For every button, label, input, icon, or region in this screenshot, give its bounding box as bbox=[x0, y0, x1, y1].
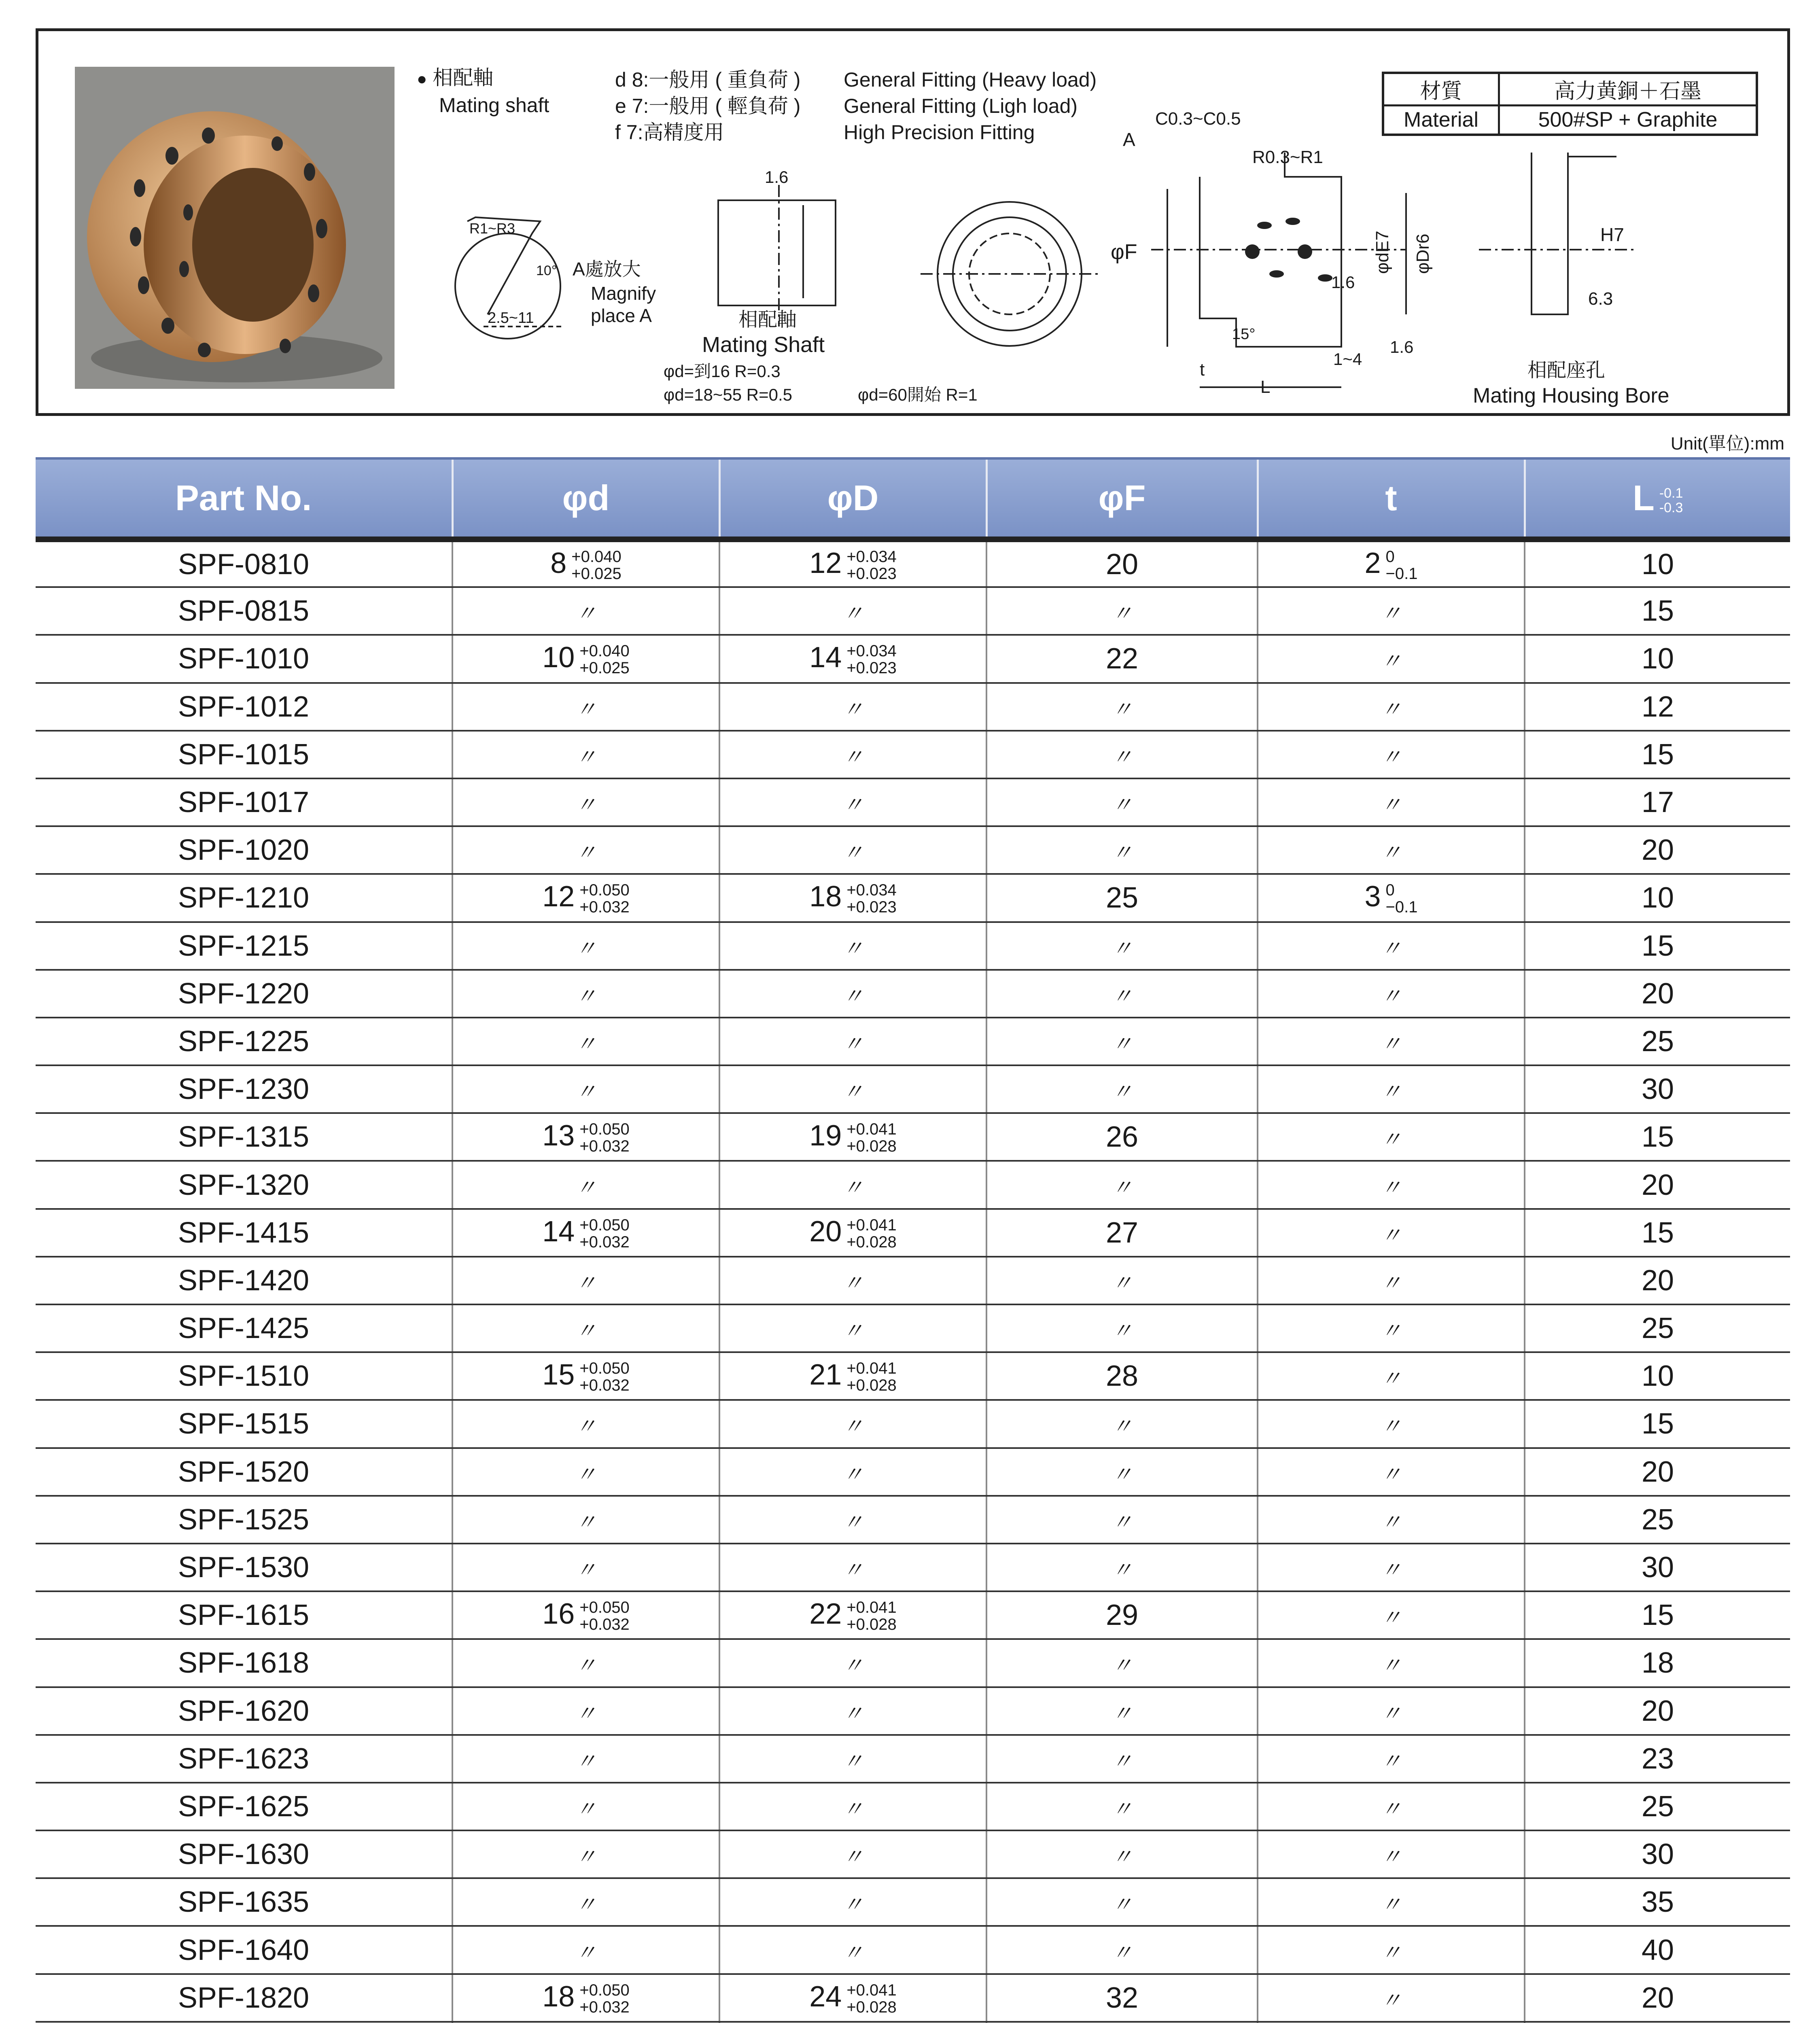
table-cell-t: 〃 bbox=[1258, 1448, 1525, 1496]
table-cell-L: 15 bbox=[1525, 1591, 1790, 1639]
table-cell-t: 2 0 −0.1 bbox=[1258, 539, 1525, 587]
table-cell-part: SPF-1630 bbox=[36, 1830, 452, 1878]
table-cell-F: 〃 bbox=[986, 922, 1258, 970]
table-cell-D: 21 +0.041 +0.028 bbox=[719, 1352, 986, 1400]
table-cell-d: 〃 bbox=[452, 1496, 719, 1544]
table-cell-d: 〃 bbox=[452, 826, 719, 874]
radius-note: φd=到16 R=0.3 bbox=[664, 362, 781, 381]
table-cell-part: SPF-1230 bbox=[36, 1065, 452, 1113]
table-cell-D: 〃 bbox=[719, 1257, 986, 1304]
table-cell-part: SPF-1820 bbox=[36, 1974, 452, 2022]
table-cell-t: 〃 bbox=[1258, 1304, 1525, 1352]
table-cell-t: 〃 bbox=[1258, 826, 1525, 874]
table-cell-d: 〃 bbox=[452, 1257, 719, 1304]
header-t: t bbox=[1258, 458, 1525, 539]
table-header-row bbox=[36, 458, 1790, 539]
table-cell-L: 20 bbox=[1525, 1448, 1790, 1496]
table-row bbox=[36, 1591, 1790, 1639]
table-cell-L: 20 bbox=[1525, 826, 1790, 874]
material-value-en: 500#SP + Graphite bbox=[1499, 106, 1757, 135]
table-row bbox=[36, 1544, 1790, 1591]
table-cell-part: SPF-1520 bbox=[36, 1448, 452, 1496]
table-cell-D: 18 +0.034 +0.023 bbox=[719, 874, 986, 922]
table-cell-d: 〃 bbox=[452, 1161, 719, 1209]
header-phi-D: φD bbox=[719, 458, 986, 539]
table-cell-d: 12 +0.050 +0.032 bbox=[452, 874, 719, 922]
table-cell-F: 〃 bbox=[986, 1496, 1258, 1544]
table-row bbox=[36, 1161, 1790, 1209]
table-row bbox=[36, 1878, 1790, 1926]
table-cell-D: 〃 bbox=[719, 1926, 986, 1974]
table-cell-F: 〃 bbox=[986, 1257, 1258, 1304]
table-cell-part: SPF-1210 bbox=[36, 874, 452, 922]
magnify-en: place A bbox=[591, 305, 652, 326]
table-cell-d: 〃 bbox=[452, 1783, 719, 1830]
table-cell-t: 〃 bbox=[1258, 1974, 1525, 2022]
shaft-cn: 相配軸 bbox=[738, 309, 797, 331]
material-value-cn: 高力黄銅＋石墨 bbox=[1499, 73, 1757, 106]
technical-drawings bbox=[38, 31, 1787, 413]
table-cell-L: 40 bbox=[1525, 1926, 1790, 1974]
fit-code: d 8:一般用 ( 重負荷 ) bbox=[615, 68, 801, 91]
table-cell-D: 〃 bbox=[719, 1544, 986, 1591]
table-cell-L: 20 bbox=[1525, 970, 1790, 1018]
table-cell-D: 〃 bbox=[719, 587, 986, 635]
table-cell-D: 〃 bbox=[719, 1496, 986, 1544]
table-cell-F: 20 bbox=[986, 539, 1258, 587]
table-cell-t: 〃 bbox=[1258, 1783, 1525, 1830]
table-cell-d: 〃 bbox=[452, 1400, 719, 1448]
header-part-no: Part No. bbox=[36, 458, 452, 539]
table-row bbox=[36, 1735, 1790, 1783]
table-cell-part: SPF-1225 bbox=[36, 1018, 452, 1065]
table-row bbox=[36, 1304, 1790, 1352]
table-cell-D: 〃 bbox=[719, 1304, 986, 1352]
table-row bbox=[36, 635, 1790, 683]
table-cell-F: 〃 bbox=[986, 970, 1258, 1018]
table-cell-t: 〃 bbox=[1258, 1400, 1525, 1448]
roughness-label: 1.6 bbox=[1331, 273, 1355, 292]
table-cell-F: 〃 bbox=[986, 826, 1258, 874]
table-row bbox=[36, 922, 1790, 970]
dim-label: 1~4 bbox=[1333, 350, 1362, 369]
table-cell-d: 〃 bbox=[452, 1018, 719, 1065]
table-cell-L: 35 bbox=[1525, 1878, 1790, 1926]
table-cell-F: 〃 bbox=[986, 587, 1258, 635]
h7-label: H7 bbox=[1600, 224, 1624, 245]
table-cell-D: 14 +0.034 +0.023 bbox=[719, 635, 986, 683]
table-cell-d: 〃 bbox=[452, 1878, 719, 1926]
table-cell-t: 〃 bbox=[1258, 1830, 1525, 1878]
table-cell-F: 〃 bbox=[986, 1448, 1258, 1496]
table-row bbox=[36, 1113, 1790, 1161]
table-cell-t: 〃 bbox=[1258, 1878, 1525, 1926]
table-cell-L: 25 bbox=[1525, 1304, 1790, 1352]
table-row bbox=[36, 1352, 1790, 1400]
table-cell-F: 22 bbox=[986, 635, 1258, 683]
table-row bbox=[36, 1974, 1790, 2022]
table-cell-t: 〃 bbox=[1258, 1926, 1525, 1974]
table-cell-d: 10 +0.040 +0.025 bbox=[452, 635, 719, 683]
table-row bbox=[36, 826, 1790, 874]
table-cell-D: 〃 bbox=[719, 1018, 986, 1065]
header-phi-F: φF bbox=[986, 458, 1258, 539]
table-cell-F: 〃 bbox=[986, 683, 1258, 731]
table-row bbox=[36, 731, 1790, 778]
table-cell-part: SPF-1017 bbox=[36, 778, 452, 826]
table-cell-part: SPF-1010 bbox=[36, 635, 452, 683]
table-cell-d: 〃 bbox=[452, 1639, 719, 1687]
table-cell-part: SPF-1012 bbox=[36, 683, 452, 731]
table-cell-part: SPF-1420 bbox=[36, 1257, 452, 1304]
shaft-en: Mating Shaft bbox=[702, 333, 825, 357]
table-cell-t: 〃 bbox=[1258, 1065, 1525, 1113]
unit-label: Unit(單位):mm bbox=[1670, 434, 1784, 454]
table-cell-L: 23 bbox=[1525, 1735, 1790, 1783]
table-cell-d: 18 +0.050 +0.032 bbox=[452, 1974, 719, 2022]
table-cell-L: 25 bbox=[1525, 1783, 1790, 1830]
radius-note: φd=18~55 R=0.5 bbox=[664, 385, 792, 404]
table-cell-d: 〃 bbox=[452, 1065, 719, 1113]
table-cell-L: 25 bbox=[1525, 1496, 1790, 1544]
table-cell-part: SPF-1525 bbox=[36, 1496, 452, 1544]
table-cell-F: 32 bbox=[986, 1974, 1258, 2022]
table-cell-L: 15 bbox=[1525, 1209, 1790, 1257]
table-cell-part: SPF-1425 bbox=[36, 1304, 452, 1352]
table-cell-D: 〃 bbox=[719, 1878, 986, 1926]
table-cell-F: 〃 bbox=[986, 1400, 1258, 1448]
table-cell-D: 19 +0.041 +0.028 bbox=[719, 1113, 986, 1161]
table-cell-d: 〃 bbox=[452, 1687, 719, 1735]
table-cell-t: 〃 bbox=[1258, 1639, 1525, 1687]
table-cell-t: 3 0 −0.1 bbox=[1258, 874, 1525, 922]
table-cell-F: 27 bbox=[986, 1209, 1258, 1257]
table-cell-L: 12 bbox=[1525, 683, 1790, 731]
table-cell-L: 15 bbox=[1525, 731, 1790, 778]
spec-table bbox=[36, 457, 1790, 2023]
table-cell-D: 〃 bbox=[719, 1830, 986, 1878]
table-cell-D: 〃 bbox=[719, 970, 986, 1018]
table-cell-part: SPF-1623 bbox=[36, 1735, 452, 1783]
table-cell-F: 〃 bbox=[986, 731, 1258, 778]
table-cell-F: 25 bbox=[986, 874, 1258, 922]
table-cell-D: 20 +0.041 +0.028 bbox=[719, 1209, 986, 1257]
table-cell-L: 20 bbox=[1525, 1257, 1790, 1304]
table-cell-L: 20 bbox=[1525, 1974, 1790, 2022]
angle-label: 15° bbox=[1232, 326, 1256, 343]
table-cell-F: 〃 bbox=[986, 1161, 1258, 1209]
table-cell-t: 〃 bbox=[1258, 635, 1525, 683]
table-cell-t: 〃 bbox=[1258, 1113, 1525, 1161]
table-cell-D: 〃 bbox=[719, 1400, 986, 1448]
label-t: t bbox=[1200, 360, 1205, 380]
table-row bbox=[36, 874, 1790, 922]
fit-desc: High Precision Fitting bbox=[844, 121, 1035, 144]
table-row bbox=[36, 1448, 1790, 1496]
table-cell-L: 10 bbox=[1525, 1352, 1790, 1400]
table-cell-D: 〃 bbox=[719, 1065, 986, 1113]
table-cell-F: 〃 bbox=[986, 1735, 1258, 1783]
table-cell-t: 〃 bbox=[1258, 1161, 1525, 1209]
table-cell-t: 〃 bbox=[1258, 778, 1525, 826]
table-cell-d: 〃 bbox=[452, 970, 719, 1018]
table-row bbox=[36, 1496, 1790, 1544]
table-cell-t: 〃 bbox=[1258, 587, 1525, 635]
table-cell-part: SPF-1220 bbox=[36, 970, 452, 1018]
housing-en: Mating Housing Bore bbox=[1473, 384, 1669, 407]
table-cell-part: SPF-1510 bbox=[36, 1352, 452, 1400]
table-cell-d: 〃 bbox=[452, 1926, 719, 1974]
table-cell-L: 15 bbox=[1525, 922, 1790, 970]
housing-cn: 相配座孔 bbox=[1527, 360, 1606, 381]
table-cell-L: 15 bbox=[1525, 1113, 1790, 1161]
table-cell-t: 〃 bbox=[1258, 683, 1525, 731]
table-cell-F: 〃 bbox=[986, 1878, 1258, 1926]
table-cell-part: SPF-1020 bbox=[36, 826, 452, 874]
table-cell-d: 16 +0.050 +0.032 bbox=[452, 1591, 719, 1639]
table-cell-F: 〃 bbox=[986, 1544, 1258, 1591]
table-cell-d: 13 +0.050 +0.032 bbox=[452, 1113, 719, 1161]
table-cell-D: 22 +0.041 +0.028 bbox=[719, 1591, 986, 1639]
table-cell-part: SPF-1315 bbox=[36, 1113, 452, 1161]
table-row bbox=[36, 1639, 1790, 1687]
table-cell-d: 14 +0.050 +0.032 bbox=[452, 1209, 719, 1257]
table-cell-part: SPF-1530 bbox=[36, 1544, 452, 1591]
table-cell-t: 〃 bbox=[1258, 1544, 1525, 1591]
table-row bbox=[36, 587, 1790, 635]
table-cell-d: 〃 bbox=[452, 587, 719, 635]
table-cell-L: 20 bbox=[1525, 1161, 1790, 1209]
table-cell-part: SPF-1015 bbox=[36, 731, 452, 778]
table-row bbox=[36, 1830, 1790, 1878]
chamfer-label: C0.3~C0.5 bbox=[1155, 109, 1241, 129]
table-cell-d: 〃 bbox=[452, 922, 719, 970]
table-cell-part: SPF-0815 bbox=[36, 587, 452, 635]
table-cell-D: 〃 bbox=[719, 1639, 986, 1687]
table-cell-t: 〃 bbox=[1258, 1209, 1525, 1257]
magnify-en: Magnify bbox=[591, 283, 656, 304]
table-cell-L: 10 bbox=[1525, 539, 1790, 587]
spec-diagram-panel bbox=[36, 28, 1790, 416]
table-row bbox=[36, 1400, 1790, 1448]
table-cell-part: SPF-1615 bbox=[36, 1591, 452, 1639]
table-cell-d: 〃 bbox=[452, 683, 719, 731]
table-cell-D: 24 +0.041 +0.028 bbox=[719, 1974, 986, 2022]
table-cell-t: 〃 bbox=[1258, 1018, 1525, 1065]
table-cell-D: 〃 bbox=[719, 922, 986, 970]
radius-label: R1~R3 bbox=[469, 220, 515, 237]
table-cell-D: 〃 bbox=[719, 778, 986, 826]
label-phi-f: φF bbox=[1111, 240, 1137, 264]
table-row bbox=[36, 1018, 1790, 1065]
table-cell-t: 〃 bbox=[1258, 1735, 1525, 1783]
table-row bbox=[36, 1257, 1790, 1304]
table-cell-L: 20 bbox=[1525, 1687, 1790, 1735]
table-cell-D: 〃 bbox=[719, 1687, 986, 1735]
table-row bbox=[36, 683, 1790, 731]
fit-code: f 7:高精度用 bbox=[615, 121, 724, 144]
label-phi-de7: φdE7 bbox=[1372, 231, 1392, 274]
table-cell-L: 30 bbox=[1525, 1544, 1790, 1591]
table-cell-d: 〃 bbox=[452, 1448, 719, 1496]
table-row bbox=[36, 1209, 1790, 1257]
table-cell-F: 〃 bbox=[986, 778, 1258, 826]
table-cell-t: 〃 bbox=[1258, 1591, 1525, 1639]
table-cell-part: SPF-1620 bbox=[36, 1687, 452, 1735]
label-a: A bbox=[1123, 129, 1135, 150]
table-cell-F: 26 bbox=[986, 1113, 1258, 1161]
table-cell-t: 〃 bbox=[1258, 1352, 1525, 1400]
header-phi-d: φd bbox=[452, 458, 719, 539]
table-cell-t: 〃 bbox=[1258, 970, 1525, 1018]
table-cell-d: 〃 bbox=[452, 778, 719, 826]
table-cell-D: 〃 bbox=[719, 731, 986, 778]
table-cell-d: 〃 bbox=[452, 731, 719, 778]
table-cell-part: SPF-1320 bbox=[36, 1161, 452, 1209]
table-cell-L: 18 bbox=[1525, 1639, 1790, 1687]
label-l: L bbox=[1260, 377, 1271, 397]
table-cell-D: 12 +0.034 +0.023 bbox=[719, 539, 986, 587]
table-cell-F: 〃 bbox=[986, 1687, 1258, 1735]
table-cell-part: SPF-1635 bbox=[36, 1878, 452, 1926]
table-row bbox=[36, 1065, 1790, 1113]
table-cell-D: 〃 bbox=[719, 826, 986, 874]
table-row bbox=[36, 970, 1790, 1018]
radius-label: R0.3~R1 bbox=[1252, 147, 1323, 167]
table-cell-L: 17 bbox=[1525, 778, 1790, 826]
table-row bbox=[36, 539, 1790, 587]
magnify-cn: A處放大 bbox=[573, 259, 641, 280]
table-cell-D: 〃 bbox=[719, 1783, 986, 1830]
table-cell-D: 〃 bbox=[719, 683, 986, 731]
table-cell-part: SPF-0810 bbox=[36, 539, 452, 587]
table-cell-F: 〃 bbox=[986, 1926, 1258, 1974]
roughness-label: 1.6 bbox=[1390, 337, 1414, 356]
header-l: L -0.1 -0.3 bbox=[1525, 458, 1790, 539]
label-phi-dr6: φDr6 bbox=[1413, 233, 1433, 274]
radius-note: φd=60開始 R=1 bbox=[858, 385, 978, 404]
table-cell-d: 15 +0.050 +0.032 bbox=[452, 1352, 719, 1400]
table-cell-F: 〃 bbox=[986, 1304, 1258, 1352]
table-cell-t: 〃 bbox=[1258, 731, 1525, 778]
table-cell-F: 〃 bbox=[986, 1830, 1258, 1878]
roughness-label: 6.3 bbox=[1588, 289, 1613, 309]
table-cell-L: 30 bbox=[1525, 1830, 1790, 1878]
table-cell-part: SPF-1515 bbox=[36, 1400, 452, 1448]
table-cell-L: 25 bbox=[1525, 1018, 1790, 1065]
fit-desc: General Fitting (Heavy load) bbox=[844, 68, 1097, 91]
fit-desc: General Fitting (Ligh load) bbox=[844, 95, 1078, 117]
table-cell-L: 10 bbox=[1525, 635, 1790, 683]
table-cell-part: SPF-1625 bbox=[36, 1783, 452, 1830]
material-label-en: Material bbox=[1383, 106, 1499, 135]
table-cell-d: 〃 bbox=[452, 1735, 719, 1783]
table-cell-F: 〃 bbox=[986, 1065, 1258, 1113]
table-cell-D: 〃 bbox=[719, 1448, 986, 1496]
table-cell-F: 〃 bbox=[986, 1783, 1258, 1830]
table-cell-L: 15 bbox=[1525, 1400, 1790, 1448]
table-cell-t: 〃 bbox=[1258, 922, 1525, 970]
table-cell-d: 〃 bbox=[452, 1304, 719, 1352]
table-cell-d: 〃 bbox=[452, 1544, 719, 1591]
table-row bbox=[36, 1783, 1790, 1830]
table-cell-part: SPF-1640 bbox=[36, 1926, 452, 1974]
table-cell-d: 〃 bbox=[452, 1830, 719, 1878]
table-cell-part: SPF-1215 bbox=[36, 922, 452, 970]
angle-label: 10° bbox=[536, 263, 557, 278]
table-cell-L: 30 bbox=[1525, 1065, 1790, 1113]
mating-shaft-cn: ● 相配軸 bbox=[417, 66, 494, 89]
table-cell-F: 28 bbox=[986, 1352, 1258, 1400]
material-label-cn: 材質 bbox=[1383, 73, 1499, 106]
table-cell-part: SPF-1618 bbox=[36, 1639, 452, 1687]
table-cell-F: 29 bbox=[986, 1591, 1258, 1639]
table-row bbox=[36, 1687, 1790, 1735]
table-cell-t: 〃 bbox=[1258, 1687, 1525, 1735]
table-cell-part: SPF-1415 bbox=[36, 1209, 452, 1257]
table-row bbox=[36, 1926, 1790, 1974]
mating-shaft-en: Mating shaft bbox=[439, 94, 549, 117]
table-cell-d: 8 +0.040 +0.025 bbox=[452, 539, 719, 587]
table-cell-D: 〃 bbox=[719, 1735, 986, 1783]
table-cell-t: 〃 bbox=[1258, 1496, 1525, 1544]
table-row bbox=[36, 778, 1790, 826]
table-cell-t: 〃 bbox=[1258, 1257, 1525, 1304]
roughness-label: 1.6 bbox=[765, 168, 789, 187]
table-cell-D: 〃 bbox=[719, 1161, 986, 1209]
width-label: 2.5~11 bbox=[488, 310, 534, 327]
fit-code: e 7:一般用 ( 輕負荷 ) bbox=[615, 95, 801, 117]
table-cell-F: 〃 bbox=[986, 1639, 1258, 1687]
table-cell-L: 15 bbox=[1525, 587, 1790, 635]
table-cell-F: 〃 bbox=[986, 1018, 1258, 1065]
table-cell-L: 10 bbox=[1525, 874, 1790, 922]
